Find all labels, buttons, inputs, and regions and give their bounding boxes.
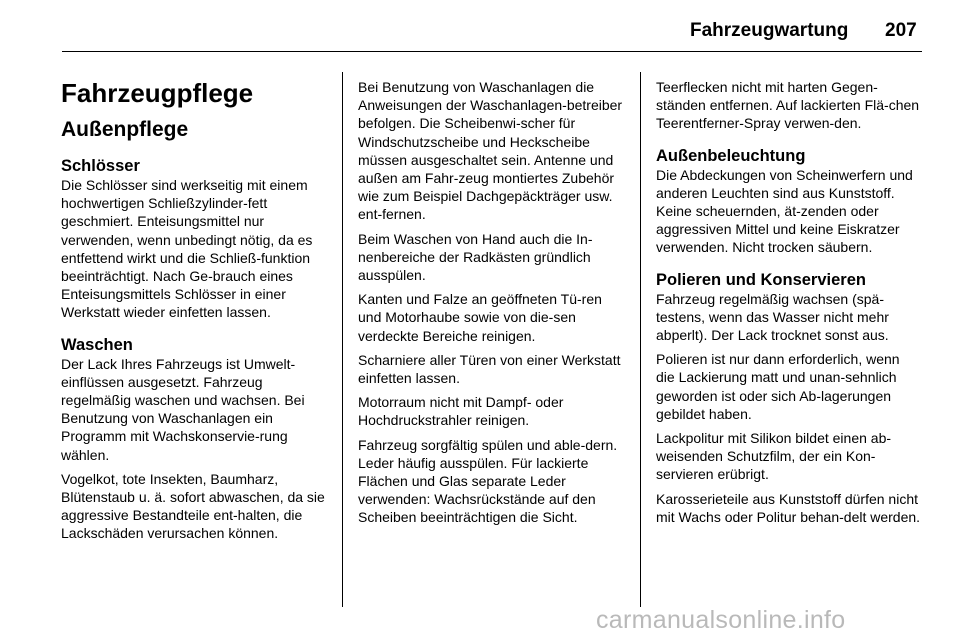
column-divider-2 xyxy=(640,72,641,607)
column-3 xyxy=(656,78,922,532)
rinse-paragraph: Fahrzeug sorgfältig spülen und able-dern. Leder häufig ausspülen. Für lackierte Flächen und Glas separate Leder verwenden: Wachsrückstände auf den Scheiben beeinträchtigen die Sicht. xyxy=(358,436,618,526)
car-wash-paragraph: Bei Benutzung von Waschanlagen die Anweisungen der Waschanlagen-betreiber befolgen. Die Scheibenwi-scher für Windschutzscheibe und Heckscheibe müssen ausgeschaltet sein. Antenne und außen am Fahr-zeug montiertes Zubehör wie zum Beispiel Dachgepäckträger usw. ent-fernen. xyxy=(358,79,623,223)
column-divider-1 xyxy=(342,72,343,607)
tar-paragraph: Teerflecken nicht mit harten Gegen-ständen entfernen. Auf lackierten Flä-chen Teerentferner-Spray verwen-den. xyxy=(656,79,920,132)
polish-paragraph-1: Fahrzeug regelmäßig wachsen (spä-testens, wenn das Wasser nicht mehr abperlt). Der Lack trocknet sonst aus. xyxy=(656,290,889,344)
polish-heading: Polieren und Konservieren xyxy=(656,270,866,289)
page-number: 207 xyxy=(885,20,917,41)
lights-heading: Außenbeleuchtung xyxy=(656,146,806,165)
locks-paragraph: Die Schlösser sind werkseitig mit einem hochwertigen Schließzylinder-fett geschmiert. Enteisungsmittel nur verwenden, wenn unbedingt nötig, da es entfettend wirkt und die Schließ-funktion beeinträchtigt. Nach Ge-brauch eines Enteisungsmittels Schlösser in einer Werkstatt wieder einfetten lassen. xyxy=(61,177,313,321)
section-title: Fahrzeugpflege xyxy=(61,78,254,108)
header-divider xyxy=(62,51,922,52)
hinges-paragraph: Scharniere aller Türen von einer Werkstatt einfetten lassen. xyxy=(358,351,621,387)
hand-wash-paragraph: Beim Waschen von Hand auch die In-nenbereiche der Radkästen gründlich ausspülen. xyxy=(358,230,593,284)
engine-bay-paragraph: Motorraum nicht mit Dampf- oder Hochdruckstrahler reinigen. xyxy=(358,394,564,429)
chapter-title: Fahrzeugwartung xyxy=(690,20,849,41)
watermark: carmanualsonline.info xyxy=(596,606,846,634)
polish-paragraph-4: Karosserieteile aus Kunststoff dürfen nicht mit Wachs oder Politur behan-delt werden. xyxy=(656,490,921,525)
wash-heading: Waschen xyxy=(61,335,133,354)
subsection-title: Außenpflege xyxy=(61,118,189,141)
wash-paragraph-2: Vogelkot, tote Insekten, Baumharz, Blütenstaub u. ä. sofort abwaschen, da sie aggressive Bestandteile ent-halten, die Lackschäden verursachen können. xyxy=(61,470,325,542)
edges-paragraph: Kanten und Falze an geöffneten Tü-ren und Motorhaube sowie von die-sen verdeckte Bereiche reinigen. xyxy=(358,291,602,344)
column-1 xyxy=(61,78,327,549)
polish-paragraph-3: Lackpolitur mit Silikon bildet einen ab-weisenden Schutzfilm, der ein Kon-servieren erübrigt. xyxy=(656,430,892,483)
column-2 xyxy=(358,78,626,533)
wash-paragraph-1: Der Lack Ihres Fahrzeugs ist Umwelt-einflüssen ausgesetzt. Fahrzeug regelmäßig waschen und wachsen. Bei Benutzung von Waschanlagen ein Programm mit Wachskonservie-rung wählen. xyxy=(61,355,305,463)
locks-heading: Schlösser xyxy=(61,157,140,175)
polish-paragraph-2: Polieren ist nur dann erforderlich, wenn die Lackierung matt und unan-sehnlich geworden ist oder sich Ab-lagerungen gebildet haben. xyxy=(656,351,900,422)
lights-paragraph: Die Abdeckungen von Scheinwerfern und anderen Leuchten sind aus Kunststoff. Keine scheuernden, ät-zenden oder aggressiven Mittel und keine Eiskratzer verwenden. Nicht trocken säubern. xyxy=(656,166,913,256)
